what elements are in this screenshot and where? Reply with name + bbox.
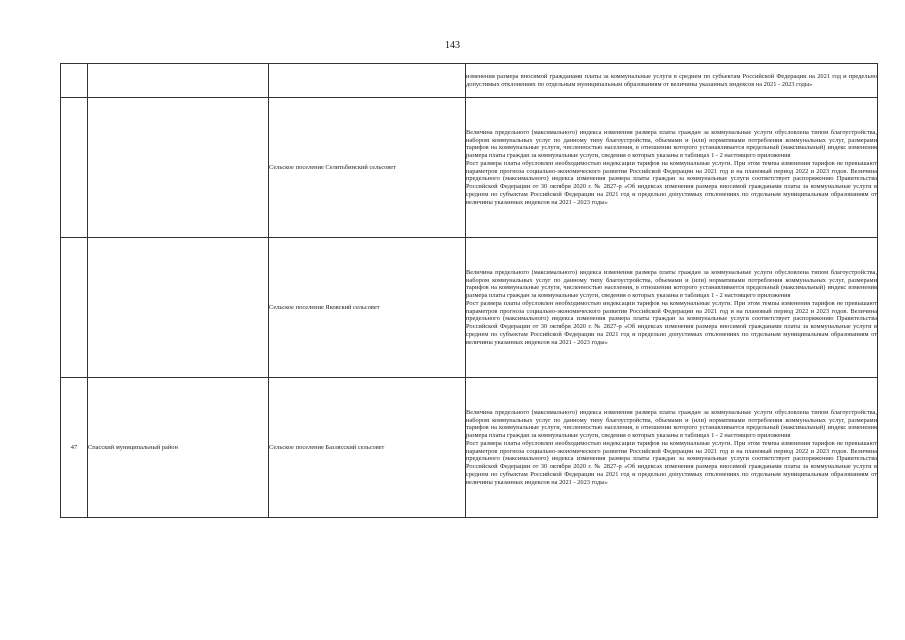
district-name [88, 98, 269, 238]
page-number: 143 [445, 40, 460, 51]
row-number [61, 64, 88, 98]
table-row [61, 98, 878, 238]
district-name [88, 238, 269, 378]
table-row [61, 378, 878, 518]
justification-paragraph: Рост размера платы обусловлен необходимостью индексации тарифов на коммунальные услуги. При этом темпы изменения тарифов не превышают параметров прогноза социально-экономического развития Российской Федерации на 2021 год и на плановый период 2022 и 2023 годов. Величина предельного (максимального) индекса изменения размера платы граждан за коммунальные услуги соответствует распоряжению Правительства Российской Федерации от 30 октября 2020 г. № 2827-р «Об индексах изменения размера вносимой гражданами платы за коммунальные услуги в среднем по субъектам Российской Федерации на 2021 год и предельно допустимых отклонениях по отдельным муниципальным образованиям от величины указанных индексов на 2021 - 2023 годы» [466, 439, 877, 486]
settlement-name: Сельское поселение Яковский сельсовет [269, 238, 466, 378]
district-name: Спасский муниципальный район [88, 378, 269, 518]
justification-cell [466, 238, 878, 378]
justification-paragraph: Величина предельного (максимального) индекса изменения размера платы граждан за коммунальные услуги обусловлена типом благоустройства, набором коммунальных услуг по данному типу благоустройства, объемами и (или) нормативами потребления коммунальных услуг, размерами тарифов на коммунальные услуги, численностью населения, в отношении которого устанавливается предельный (максимальный) индекс изменения размера платы граждан за коммунальные услуги, сведения о которых указаны в таблицах 1 - 2 настоящего приложения [466, 408, 877, 439]
justification-cell [466, 378, 878, 518]
justification-paragraph: Рост размера платы обусловлен необходимостью индексации тарифов на коммунальные услуги. При этом темпы изменения тарифов не превышают параметров прогноза социально-экономического развития Российской Федерации на 2021 год и на плановый период 2022 и 2023 годов. Величина предельного (максимального) индекса изменения размера платы граждан за коммунальные услуги соответствует распоряжению Правительства Российской Федерации от 30 октября 2020 г. № 2827-р «Об индексах изменения размера вносимой гражданами платы за коммунальные услуги в среднем по субъектам Российской Федерации на 2021 год и предельно допустимых отклонениях по отдельным муниципальным образованиям от величины указанных индексов на 2021 - 2023 годы» [466, 299, 877, 346]
table-row [61, 64, 878, 98]
row-number [61, 238, 88, 378]
justification-paragraph: Величина предельного (максимального) индекса изменения размера платы граждан за коммунальные услуги обусловлена типом благоустройства, набором коммунальных услуг по данному типу благоустройства, объемами и (или) нормативами потребления коммунальных услуг, размерами тарифов на коммунальные услуги, численностью населения, в отношении которого устанавливается предельный (максимальный) индекс изменения размера платы граждан за коммунальные услуги, сведения о которых указаны в таблицах 1 - 2 настоящего приложения [466, 128, 877, 159]
justification-paragraph: Рост размера платы обусловлен необходимостью индексации тарифов на коммунальные услуги. При этом темпы изменения тарифов не превышают параметров прогноза социально-экономического развития Российской Федерации на 2021 год и на плановый период 2022 и 2023 годов. Величина предельного (максимального) индекса изменения размера платы граждан за коммунальные услуги соответствует распоряжению Правительства Российской Федерации от 30 октября 2020 г. № 2827-р «Об индексах изменения размера вносимой гражданами платы за коммунальные услуги в среднем по субъектам Российской Федерации на 2021 год и предельно допустимых отклонениях по отдельным муниципальным образованиям от величины указанных индексов на 2021 - 2023 годы» [466, 159, 877, 206]
justification-cell [466, 98, 878, 238]
justification-cell [466, 64, 878, 98]
settlement-name: Сельское поселение Базлясский сельсовет [269, 378, 466, 518]
district-name [88, 64, 269, 98]
row-number: 47 [61, 378, 88, 518]
settlement-name [269, 64, 466, 98]
row-number [61, 98, 88, 238]
table-row [61, 238, 878, 378]
justification-paragraph: изменения размера вносимой гражданами платы за коммунальные услуги в среднем по субъектам Российской Федерации на 2021 год и предельно допустимых отклонениях по отдельным муниципальным образованиям от величины указанных индексов на 2021 - 2023 годы» [466, 72, 877, 88]
settlement-name: Сельское поселение Селитьбинский сельсовет [269, 98, 466, 238]
tariff-index-table [60, 63, 878, 518]
justification-paragraph: Величина предельного (максимального) индекса изменения размера платы граждан за коммунальные услуги обусловлена типом благоустройства, набором коммунальных услуг по данному типу благоустройства, объемами и (или) нормативами потребления коммунальных услуг, размерами тарифов на коммунальные услуги, численностью населения, в отношении которого устанавливается предельный (максимальный) индекс изменения размера платы граждан за коммунальные услуги, сведения о которых указаны в таблицах 1 - 2 настоящего приложения [466, 268, 877, 299]
